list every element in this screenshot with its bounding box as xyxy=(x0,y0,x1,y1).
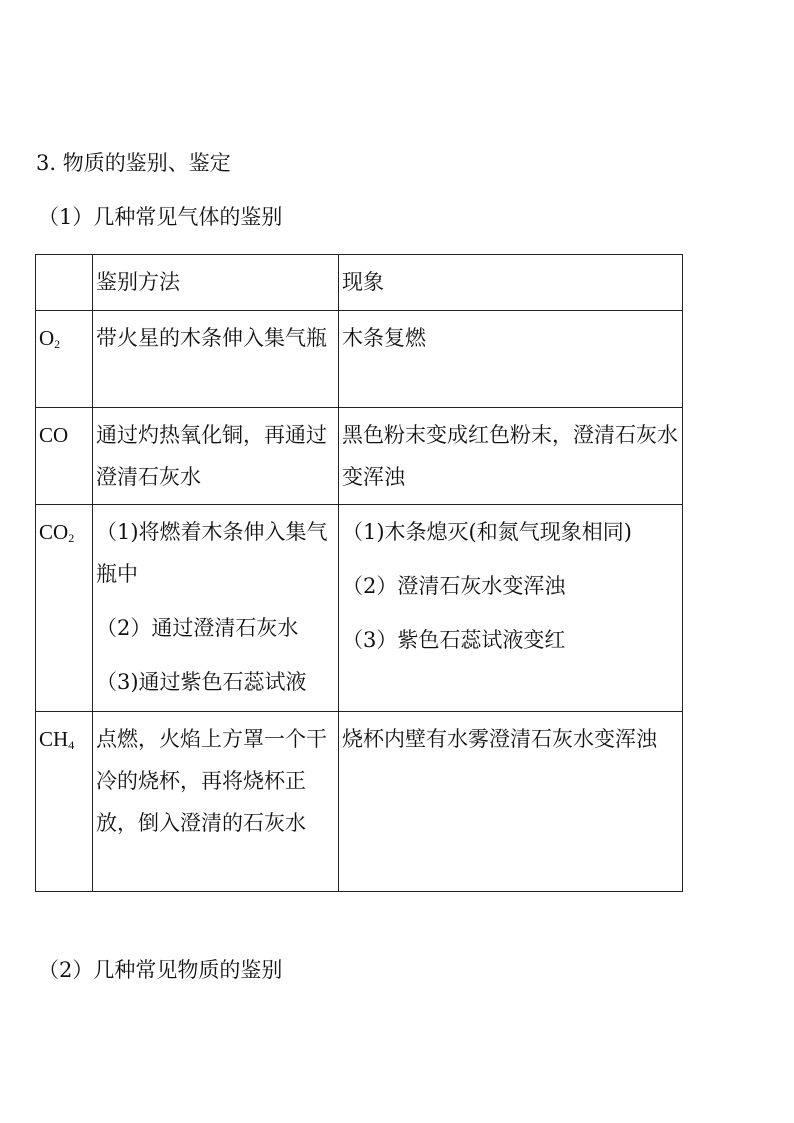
subsection-substance-identification: （2）几种常见物质的鉴别 xyxy=(38,958,283,982)
gas-cell xyxy=(36,311,93,408)
method-text: （2）通过澄清石灰水 xyxy=(96,616,299,640)
phenomenon-text: （3）紫色石蕊试液变红 xyxy=(342,628,566,652)
header-cell-method: 鉴别方法 xyxy=(93,255,339,311)
phenomenon-text: （2）澄清石灰水变浑浊 xyxy=(342,574,566,598)
header-cell-phenomenon: 现象 xyxy=(339,255,683,311)
table-row xyxy=(36,712,683,892)
phenomenon-text: （1)木条熄灭(和氮气现象相同) xyxy=(342,520,632,544)
gas-cell xyxy=(36,505,93,712)
phenomenon-cell xyxy=(339,408,683,505)
subsection-gas-identification: （1）几种常见气体的鉴别 xyxy=(38,205,283,229)
method-text: 带火星的木条伸入集气瓶 xyxy=(96,326,327,350)
method-cell xyxy=(93,712,339,892)
gas-formula: $CH_4$ xyxy=(39,727,75,752)
phenomenon-cell xyxy=(339,505,683,712)
table-row xyxy=(36,505,683,712)
gas-formula: CO xyxy=(39,423,69,447)
method-text: （1)将燃着木条伸入集气瓶中 xyxy=(96,520,328,586)
gas-cell xyxy=(36,712,93,892)
table-row xyxy=(36,311,683,408)
phenomenon-text: 烧杯内壁有水雾澄清石灰水变浑浊 xyxy=(342,727,657,751)
gas-formula: $CO_2$ xyxy=(39,520,75,545)
table-row xyxy=(36,408,683,505)
phenomenon-cell xyxy=(339,712,683,892)
section-title: 3. 物质的鉴别、鉴定 xyxy=(36,151,231,175)
method-text: （3)通过紫色石蕊试液 xyxy=(96,670,307,694)
method-cell xyxy=(93,408,339,505)
phenomenon-text: 木条复燃 xyxy=(342,326,426,350)
method-cell xyxy=(93,311,339,408)
gas-formula: $O_2$ xyxy=(39,326,61,351)
phenomenon-text: 黑色粉末变成红色粉末，澄清石灰水变浑浊 xyxy=(342,423,678,489)
table-header-row xyxy=(36,255,683,311)
method-cell xyxy=(93,505,339,712)
phenomenon-cell xyxy=(339,311,683,408)
header-cell-gas xyxy=(36,255,93,311)
gas-cell xyxy=(36,408,93,505)
method-text: 点燃，火焰上方罩一个干冷的烧杯，再将烧杯正放，倒入澄清的石灰水 xyxy=(96,727,327,835)
gas-identification-table xyxy=(35,254,683,892)
method-text: 通过灼热氧化铜，再通过澄清石灰水 xyxy=(96,423,327,489)
